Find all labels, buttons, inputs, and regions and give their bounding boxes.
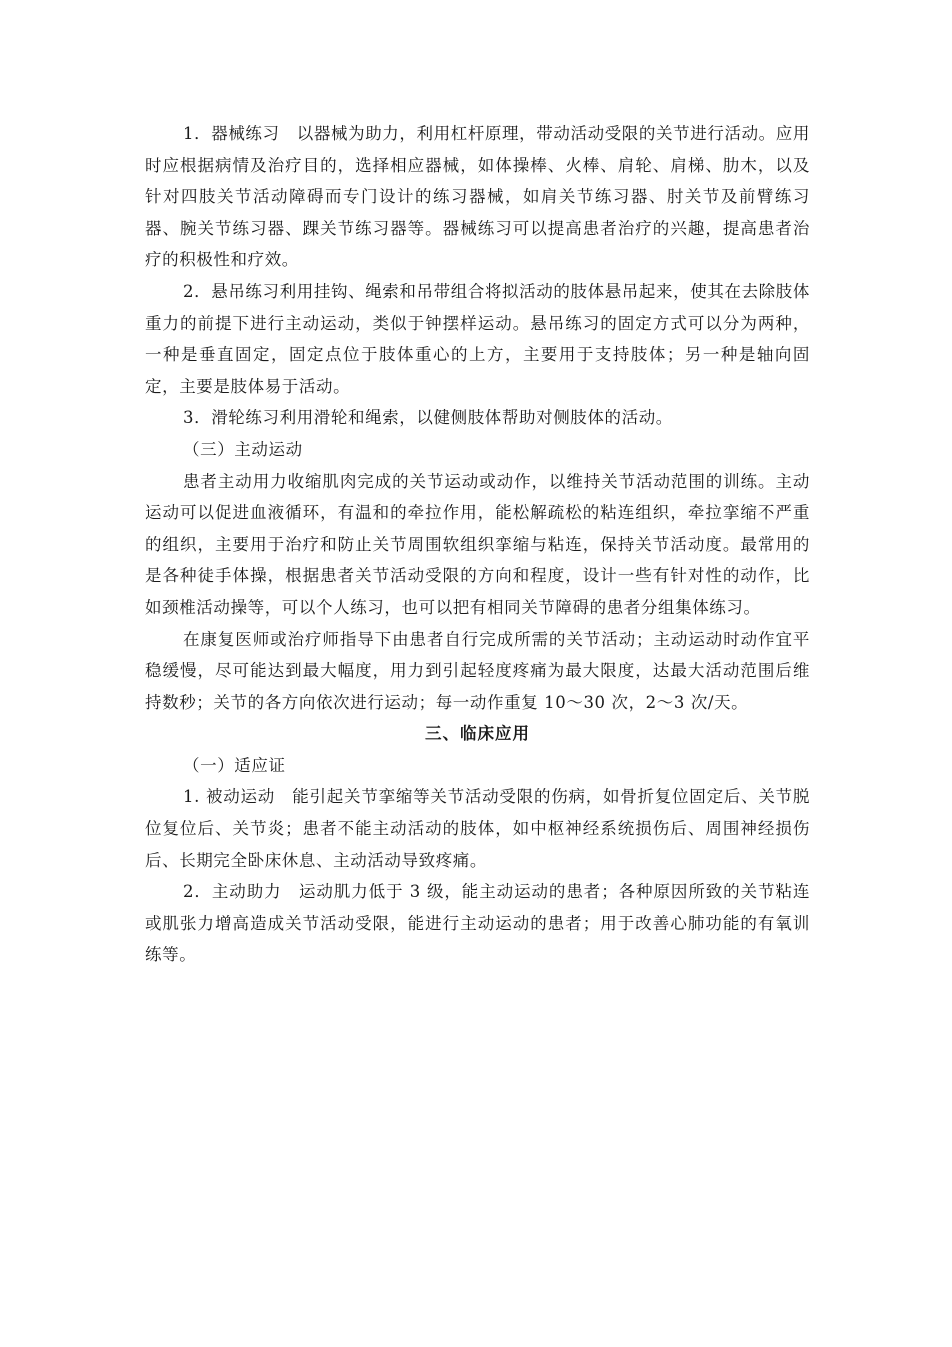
section-heading-clinical-application: 三、临床应用	[425, 724, 530, 744]
paragraph-pulley-exercise: 3．滑轮练习利用滑轮和绳索，以健侧肢体帮助对侧肢体的活动。	[183, 408, 673, 428]
document-body	[145, 118, 810, 971]
paragraph-suspension-exercise: 2．悬吊练习利用挂钩、绳索和吊带组合将拟活动的肢体悬吊起来，使其在去除肢体重力的前提下进行主动运动，类似于钟摆样运动。悬吊练习的固定方式可以分为两种，一种是垂直固定，固定点位于肢体重心的上方，主要用于支持肢体；另一种是轴向固定，主要是肢体易于活动。	[145, 281, 810, 396]
paragraph-equipment-exercise: 1．器械练习 以器械为助力，利用杠杆原理，带动活动受限的关节进行活动。应用时应根据病情及治疗目的，选择相应器械，如体操棒、火棒、肩轮、肩梯、肋木，以及针对四肢关节活动障碍而专门设计的练习器械，如肩关节练习器、肘关节及前臂练习器、腕关节练习器、踝关节练习器等。器械练习可以提高患者治疗的兴趣，提高患者治疗的积极性和疗效。	[145, 124, 810, 270]
paragraph-active-assisted: 2．主动助力 运动肌力低于 3 级，能主动运动的患者；各种原因所致的关节粘连或肌张力增高造成关节活动受限，能进行主动运动的患者；用于改善心肺功能的有氧训练等。	[145, 882, 810, 965]
subheading-indications: （一）适应证	[183, 755, 286, 775]
paragraph-active-movement-definition: 患者主动用力收缩肌肉完成的关节运动或动作，以维持关节活动范围的训练。主动运动可以促进血液循环，有温和的牵拉作用，能松解疏松的粘连组织，牵拉挛缩不严重的组织，主要用于治疗和防止关节周围软组织挛缩与粘连，保持关节活动度。最常用的是各种徒手体操，根据患者关节活动受限的方向和程度，设计一些有针对性的动作，比如颈椎活动操等，可以个人练习，也可以把有相同关节障碍的患者分组集体练习。	[145, 471, 810, 617]
paragraph-passive-movement: 1. 被动运动 能引起关节挛缩等关节活动受限的伤病，如骨折复位固定后、关节脱位复位后、关节炎；患者不能主动活动的肢体，如中枢神经系统损伤后、周围神经损伤后、长期完全卧床休息、主动活动导致疼痛。	[145, 787, 810, 870]
paragraph-active-movement-method: 在康复医师或治疗师指导下由患者自行完成所需的关节活动；主动运动时动作宜平稳缓慢，尽可能达到最大幅度，用力到引起轻度疼痛为最大限度，达最大活动范围后维持数秒；关节的各方向依次进行运动；每一动作重复 10～30 次，2～3 次/天。	[145, 629, 810, 712]
subheading-active-movement: （三）主动运动	[183, 439, 303, 459]
